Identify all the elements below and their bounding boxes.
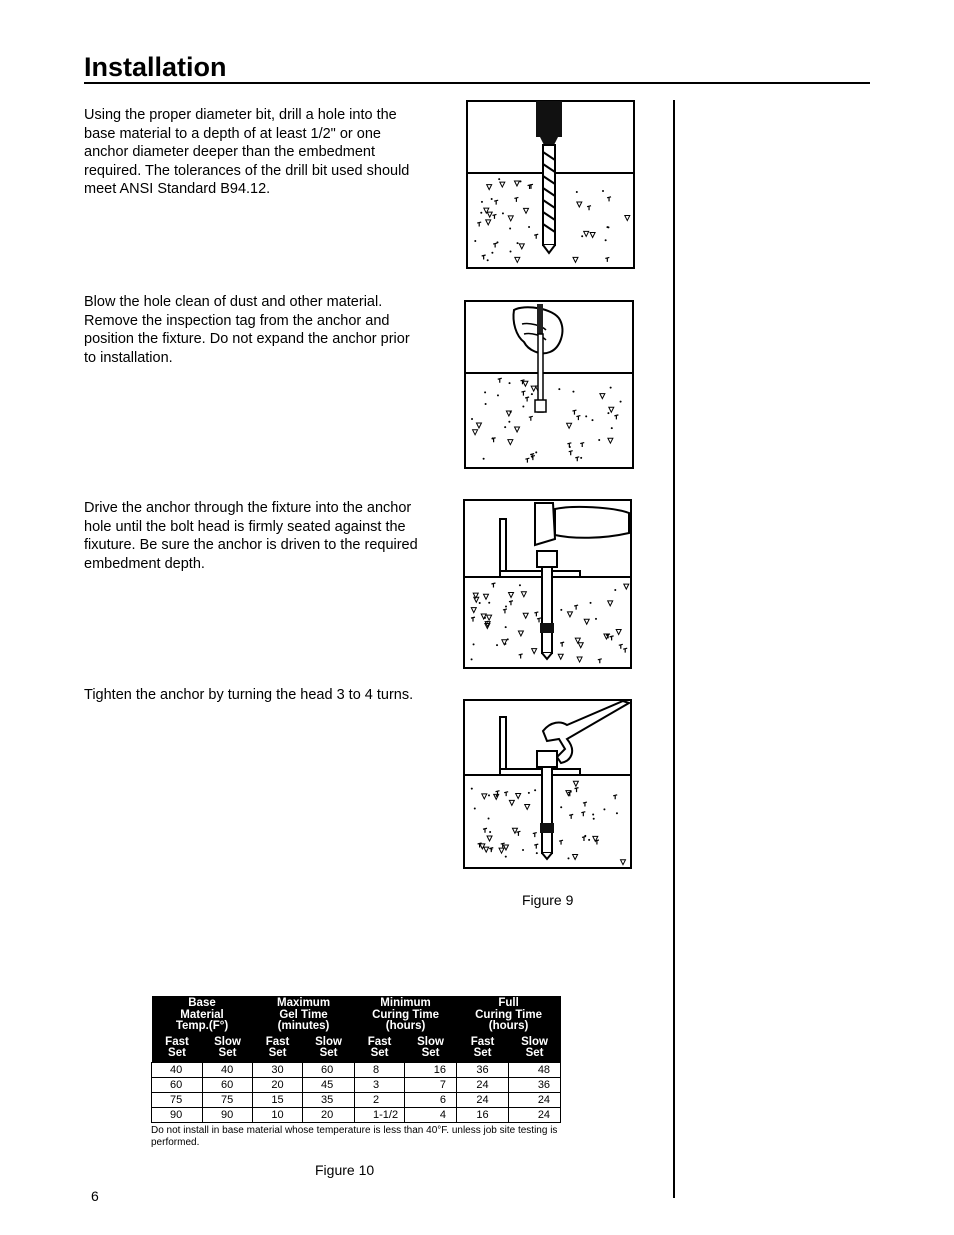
concrete-speck bbox=[481, 201, 483, 203]
concrete-speck bbox=[592, 813, 594, 815]
header-min-curing: Minimum Curing Time (hours) bbox=[355, 996, 457, 1035]
concrete-speck bbox=[508, 421, 510, 423]
figure-9-caption: Figure 9 bbox=[522, 892, 574, 908]
table-note: Do not install in base material whose temperature is less than 40°F. unless job site testing is performed. bbox=[151, 1124, 558, 1148]
concrete-speck bbox=[522, 406, 524, 408]
column-divider bbox=[673, 100, 675, 1198]
step-3-text: Drive the anchor through the fixture into the anchor hole until the bolt head is firmly seated against the fixuture. Be sure the anchor is driven to the required embedment depth. bbox=[84, 500, 418, 572]
concrete-speck bbox=[598, 439, 600, 441]
concrete-speck bbox=[505, 606, 507, 608]
table-cell: 36 bbox=[457, 1062, 509, 1077]
subheader-cell: Fast Set bbox=[152, 1035, 203, 1063]
concrete-speck bbox=[505, 856, 507, 858]
table-cell: 40 bbox=[203, 1062, 253, 1077]
table-cell: 90 bbox=[203, 1107, 253, 1122]
concrete-speck bbox=[528, 792, 530, 794]
concrete-speck bbox=[603, 808, 605, 810]
concrete-speck bbox=[602, 190, 604, 192]
hand-anchor-icon bbox=[464, 300, 634, 469]
concrete-speck bbox=[588, 839, 590, 841]
concrete-speck bbox=[585, 415, 587, 417]
concrete-speck bbox=[509, 227, 511, 229]
table-cell: 60 bbox=[203, 1077, 253, 1092]
concrete-speck bbox=[474, 808, 476, 810]
concrete-speck bbox=[483, 458, 485, 460]
page-number: 6 bbox=[91, 1188, 99, 1204]
concrete-speck bbox=[576, 191, 578, 193]
table-row bbox=[152, 1107, 561, 1122]
table-cell: 30 bbox=[253, 1062, 303, 1077]
concrete-speck bbox=[528, 226, 530, 228]
table-cell: 24 bbox=[509, 1107, 561, 1122]
table-cell: 24 bbox=[457, 1077, 509, 1092]
concrete-speck bbox=[531, 393, 533, 395]
table-cell: 60 bbox=[303, 1062, 355, 1077]
table-cell: 16 bbox=[405, 1062, 457, 1077]
table-cell: 24 bbox=[509, 1092, 561, 1107]
page-title: Installation bbox=[84, 52, 227, 82]
concrete-speck bbox=[491, 198, 493, 200]
concrete-speck bbox=[560, 609, 562, 611]
table-cell: 2 bbox=[355, 1092, 405, 1107]
header-full-curing: Full Curing Time (hours) bbox=[457, 996, 561, 1035]
drill-bit-icon bbox=[466, 100, 635, 269]
table-cell: 35 bbox=[303, 1092, 355, 1107]
concrete-speck bbox=[517, 242, 519, 244]
concrete-speck bbox=[487, 259, 489, 261]
concrete-speck bbox=[484, 391, 486, 393]
concrete-speck bbox=[610, 387, 612, 389]
concrete-speck bbox=[509, 382, 511, 384]
concrete-speck bbox=[484, 617, 486, 619]
subheader-cell: Fast Set bbox=[253, 1035, 303, 1063]
concrete-speck bbox=[607, 412, 609, 414]
table-cell: 8 bbox=[355, 1062, 405, 1077]
concrete-speck bbox=[595, 618, 597, 620]
table-cell: 20 bbox=[303, 1107, 355, 1122]
concrete-speck bbox=[560, 806, 562, 808]
concrete-speck bbox=[480, 212, 482, 214]
concrete-speck bbox=[498, 178, 500, 180]
concrete-speck bbox=[590, 602, 592, 604]
wrench-icon bbox=[463, 699, 632, 869]
table-cell: 10 bbox=[253, 1107, 303, 1122]
concrete-speck bbox=[496, 644, 498, 646]
concrete-speck bbox=[489, 831, 491, 833]
step-4-text: Tighten the anchor by turning the head 3 to 4 turns. bbox=[84, 687, 414, 703]
table-cell: 6 bbox=[405, 1092, 457, 1107]
table-subheader-row bbox=[152, 1035, 561, 1063]
table-group-header-row bbox=[152, 996, 561, 1035]
curing-time-table-block bbox=[151, 996, 561, 1149]
table-cell: 60 bbox=[152, 1077, 203, 1092]
concrete-speck bbox=[507, 638, 509, 640]
figure-10-caption: Figure 10 bbox=[315, 1162, 375, 1178]
table-cell: 3 bbox=[355, 1077, 405, 1092]
hammer-icon bbox=[463, 499, 632, 669]
concrete-speck bbox=[611, 427, 613, 429]
table-cell: 16 bbox=[457, 1107, 509, 1122]
concrete-speck bbox=[536, 852, 538, 854]
table-cell: 40 bbox=[152, 1062, 203, 1077]
concrete-speck bbox=[492, 437, 494, 439]
table-row bbox=[152, 1077, 561, 1092]
subheader-cell: Slow Set bbox=[405, 1035, 457, 1063]
concrete-speck bbox=[474, 240, 476, 242]
table-cell: 75 bbox=[203, 1092, 253, 1107]
concrete-speck bbox=[605, 239, 607, 241]
subheader-cell: Slow Set bbox=[509, 1035, 561, 1063]
step-2-text: Blow the hole clean of dust and other material. Remove the inspection tag from the anchor and position the fixture. Do not expand the anchor prior to installation. bbox=[84, 294, 410, 366]
concrete-speck bbox=[591, 419, 593, 421]
concrete-speck bbox=[491, 252, 493, 254]
concrete-speck bbox=[496, 795, 498, 797]
header-base-temp: Base Material Temp.(F°) bbox=[152, 996, 253, 1035]
step-1-text: Using the proper diameter bit, drill a hole into the base material to a depth of at least 1/2" or one anchor diameter deeper than the embedment required. The tolerances of the drill bit used should meet ANSI Standard B94.12. bbox=[84, 107, 410, 198]
concrete-speck bbox=[520, 180, 522, 182]
subheader-cell: Slow Set bbox=[203, 1035, 253, 1063]
concrete-speck bbox=[488, 794, 490, 796]
title-divider bbox=[84, 82, 870, 84]
table-cell: 90 bbox=[152, 1107, 203, 1122]
concrete-speck bbox=[580, 457, 582, 459]
concrete-speck bbox=[473, 643, 475, 645]
concrete-speck bbox=[479, 602, 481, 604]
subheader-cell: Fast Set bbox=[457, 1035, 509, 1063]
concrete-speck bbox=[490, 849, 492, 851]
concrete-speck bbox=[620, 401, 622, 403]
table-row bbox=[152, 1062, 561, 1077]
concrete-speck bbox=[485, 403, 487, 405]
concrete-speck bbox=[471, 788, 473, 790]
concrete-speck bbox=[488, 818, 490, 820]
table-cell: 45 bbox=[303, 1077, 355, 1092]
concrete-speck bbox=[534, 789, 536, 791]
table-cell: 36 bbox=[509, 1077, 561, 1092]
subheader-cell: Slow Set bbox=[303, 1035, 355, 1063]
concrete-speck bbox=[505, 626, 507, 628]
concrete-speck bbox=[614, 589, 616, 591]
concrete-speck bbox=[471, 418, 473, 420]
table-cell: 48 bbox=[509, 1062, 561, 1077]
table-cell: 1-1/2 bbox=[355, 1107, 405, 1122]
table-row bbox=[152, 1092, 561, 1107]
concrete-speck bbox=[497, 394, 499, 396]
concrete-speck bbox=[522, 849, 524, 851]
table-cell: 75 bbox=[152, 1092, 203, 1107]
table-cell: 4 bbox=[405, 1107, 457, 1122]
concrete-speck bbox=[567, 857, 569, 859]
concrete-speck bbox=[535, 451, 537, 453]
table-cell: 7 bbox=[405, 1077, 457, 1092]
header-gel-time: Maximum Gel Time (minutes) bbox=[253, 996, 355, 1035]
table-cell: 24 bbox=[457, 1092, 509, 1107]
concrete-speck bbox=[593, 818, 595, 820]
table-cell: 15 bbox=[253, 1092, 303, 1107]
concrete-speck bbox=[471, 658, 473, 660]
subheader-cell: Fast Set bbox=[355, 1035, 405, 1063]
concrete-speck bbox=[510, 250, 512, 252]
concrete-speck bbox=[519, 584, 521, 586]
curing-time-table bbox=[151, 996, 561, 1123]
concrete-speck bbox=[488, 602, 490, 604]
concrete-speck bbox=[558, 388, 560, 390]
concrete-speck bbox=[616, 812, 618, 814]
concrete-speck bbox=[581, 235, 583, 237]
concrete-speck bbox=[572, 391, 574, 393]
concrete-speck bbox=[502, 212, 504, 214]
concrete-speck bbox=[504, 426, 506, 428]
concrete-speck bbox=[606, 226, 608, 228]
table-cell: 20 bbox=[253, 1077, 303, 1092]
